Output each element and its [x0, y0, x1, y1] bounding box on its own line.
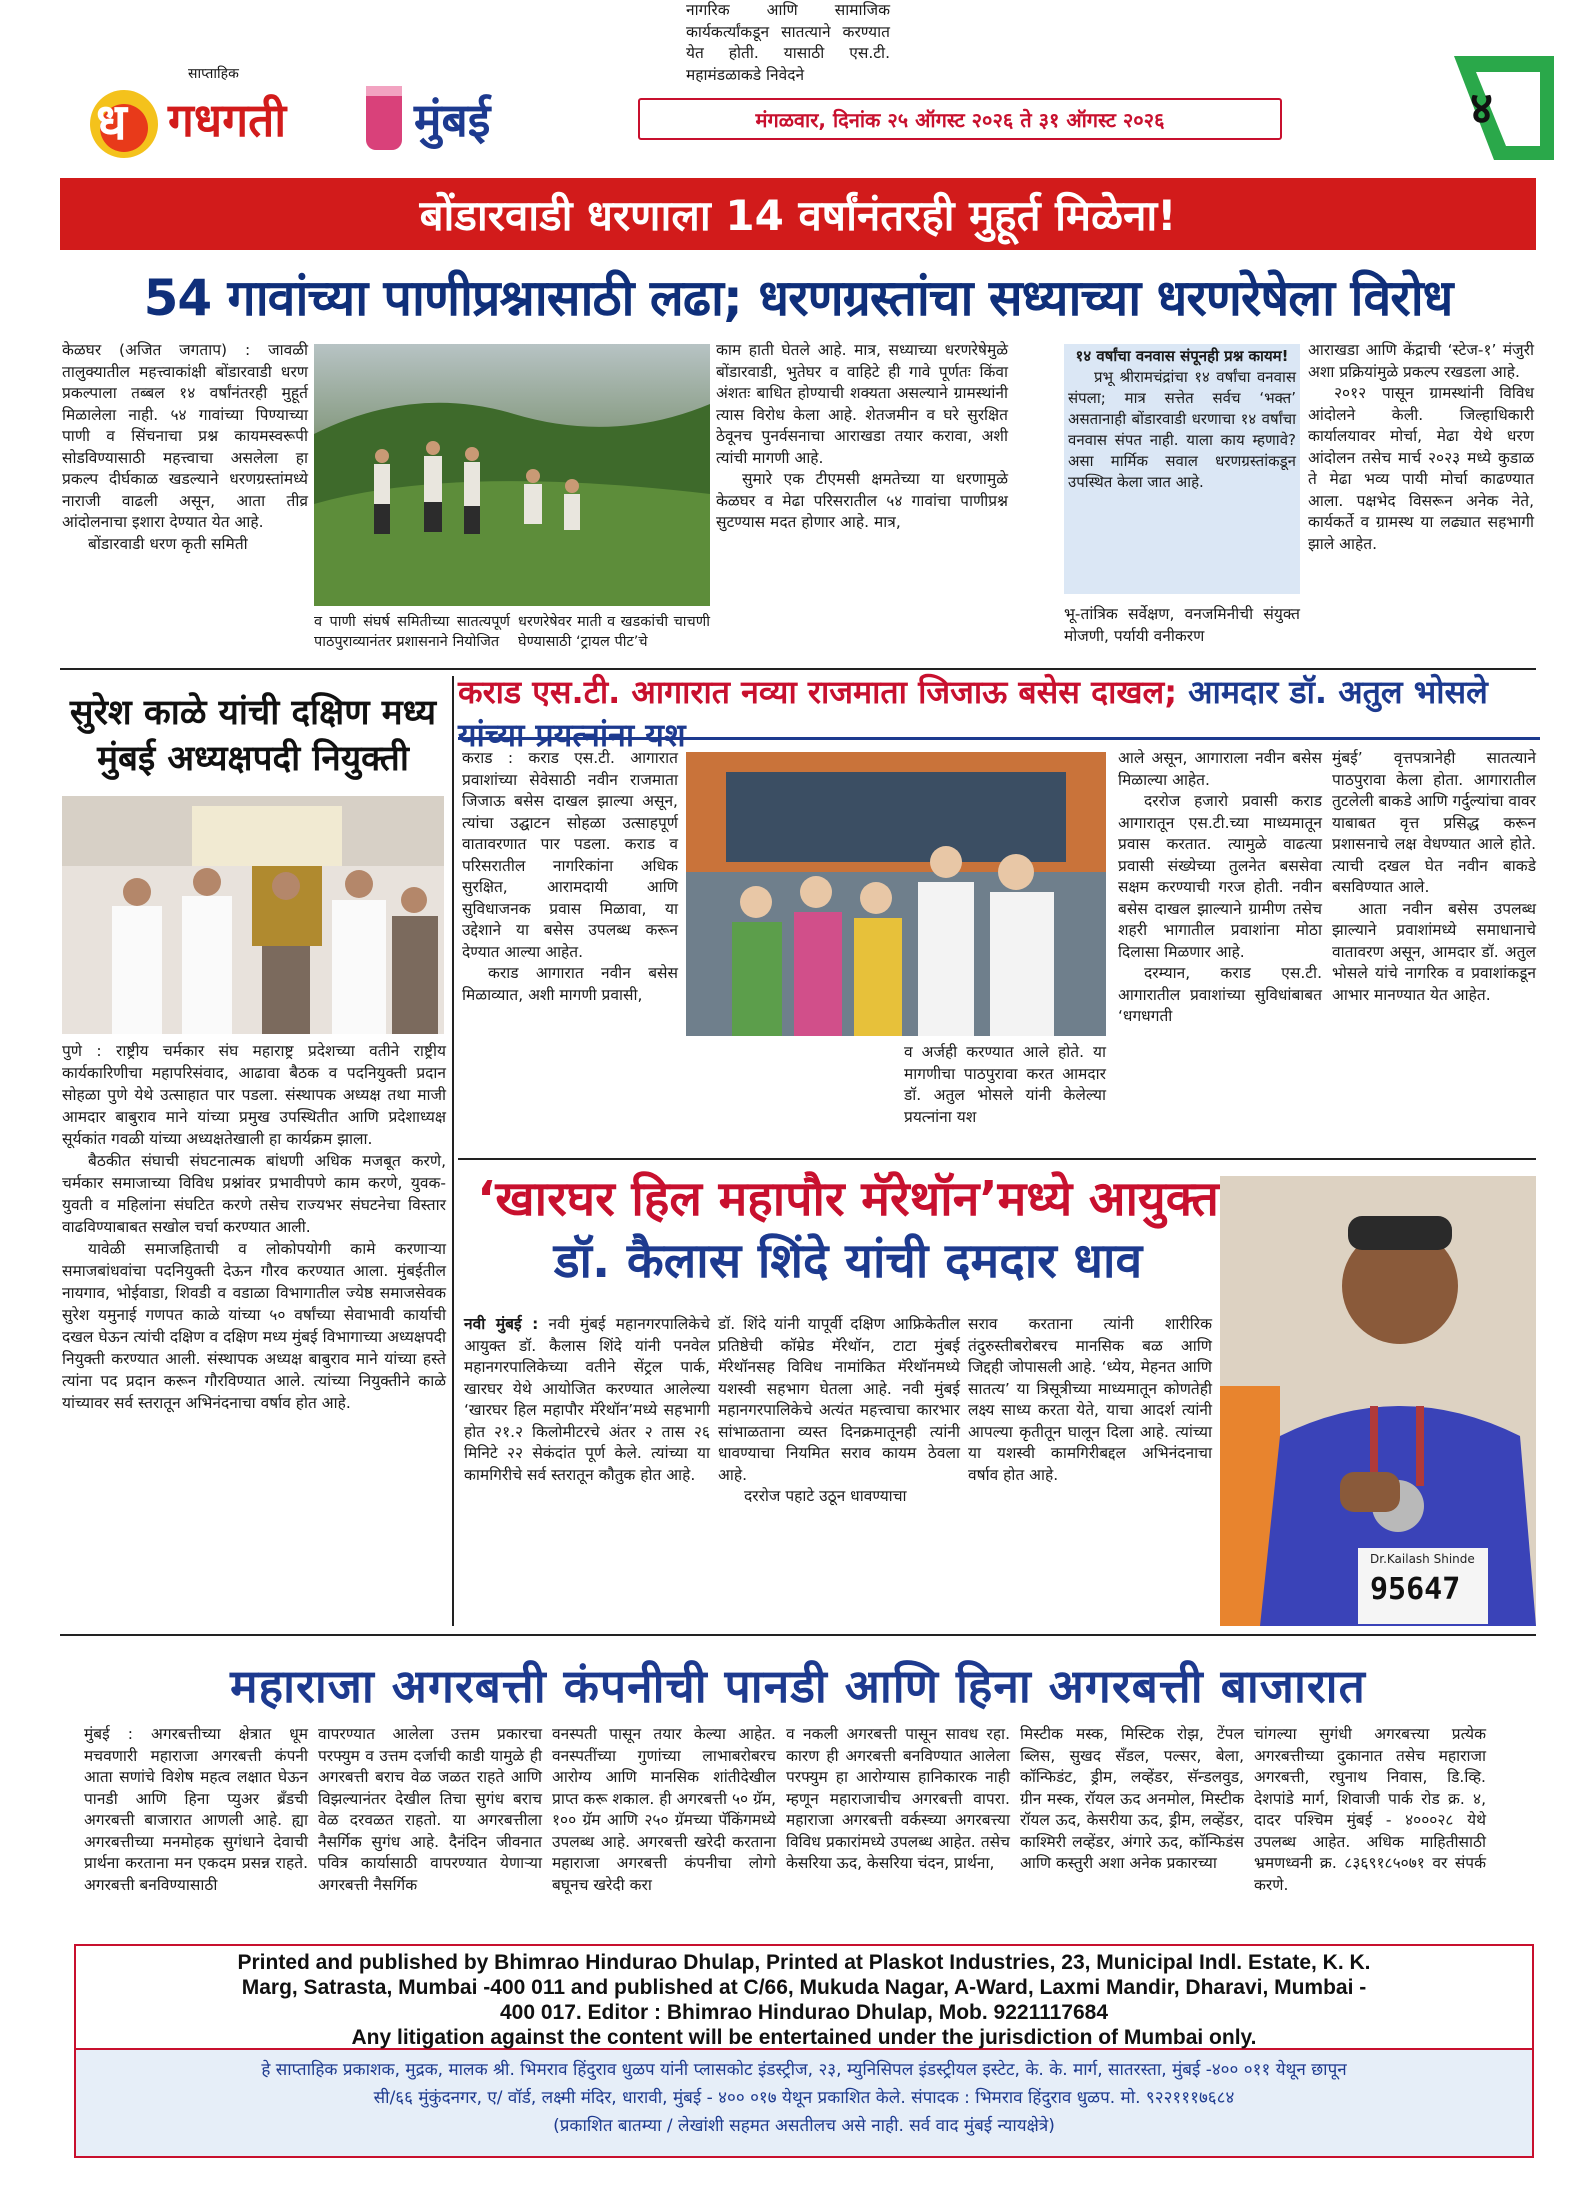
agarbatti-column-6: चांगल्या सुगंधी अगरबत्त्या प्रत्येक अगरबत्तीच्या दुकानात तसेच महाराजा अगरबत्ती, रघुनाथ निवास, डि.व्हि. देशपांडे मार्ग, शिवाजी पार्क रोड क्र. ४, दादर पश्चिम मुंबई - ४०००२८ येथे उपलब्ध आहेत. अधिक माहितीसाठी भ्रमणध्वनी क्र. ८३६९१८५०७१ वर संपर्क करणे. — [1254, 1725, 1486, 1894]
imprint-marathi-line3: (प्रकाशित बातम्या / लेखांशी सहमत असतीलच असे नाही. सर्व वाद मुंबई न्यायक्षेत्रे) — [553, 2116, 1055, 2136]
imprint-english-line4: Any litigation against the content will be entertained under the jurisdiction of Mumbai only. — [351, 2026, 1257, 2049]
agarbatti-column-2: वापरण्यात आलेला उत्तम प्रकारचा परफ्युम व उत्तम दर्जाची काडी यामुळे ही अगरबत्ती बराच वेळ जळत राहते आणि विझल्यानंतर देखील तिचा सुगंध बराच वेळ दरवळत राहतो. या अगरबत्तीला नैसर्गिक सुगंध आहे. दैनंदिन जीवनात पवित्र कार्यासाठी वापरण्यात येणाऱ्या अगरबत्ती नैसर्गिक — [318, 1725, 542, 1894]
karad-col3-p2: दररोज हजारो प्रवासी कराड आगारातून एस.टी.च्या माध्यमातून प्रवास करतात. त्यामुळे वाढत्या प्रवासी संख्येच्या तुलनेत बससेवा सक्षम करण्याची गरज होती. नवीन बसेस दाखल झाल्याने ग्रामीण तसेच शहरी भागातील प्रवाशांना मोठा दिलासा मिळणार आहे. — [1118, 792, 1322, 961]
lead-kicker-text: बोंडारवाडी धरणाला 14 वर्षांनंतरही मुहूर्त मिळेना! — [419, 190, 1177, 240]
lead-kicker — [60, 178, 1536, 250]
dam-photo-caption-a: व पाणी संघर्ष समितीच्या सातत्यपूर्ण पाठपुराव्यानंतर प्रशासनाने नियोजित — [314, 614, 510, 650]
karad-divider — [458, 1158, 1536, 1160]
karad-bus-photo-image — [686, 752, 1106, 1036]
karad-column-1 — [462, 748, 678, 1006]
kharghar-column-3: सराव करताना त्यांनी शारीरिक तंदुरुस्तीबरोबरच मानसिक बळ आणि जिद्दही जोपासली आहे. ‘ध्येय, मेहनत आणि सातत्य’ या त्रिसूत्रीच्या माध्यमातून कोणतेही लक्ष्य साध्य करता येते, याचा आदर्श त्यांनी आपल्या कृतीतून घालून दिला आहे. त्यांच्या या यशस्वी कामगिरीबद्दल अभिनंदनाचा वर्षाव होत आहे. — [968, 1315, 1212, 1484]
kharghar-col2-p1: डॉ. शिंदे यांनी यापूर्वी दक्षिण आफ्रिकेतील प्रतिष्ठेची कॉम्रेड मॅरेथॉन, टाटा मुंबई मॅरेथॉनसह विविध नामांकित मॅरेथॉनमध्ये यशस्वी सहभाग घेतला आहे. नवी मुंबई महानगरपालिकेचे अत्यंत महत्त्वाचा कारभार सांभाळताना व्यस्त दिनक्रमातूनही त्यांनी धावण्याचा नियमित सराव कायम ठेवला आहे. — [718, 1315, 960, 1484]
vanvas-box-content — [1068, 346, 1296, 493]
kale-headline — [60, 690, 446, 782]
kale-headline-line2: मुंबई अध्यक्षपदी नियुक्ती — [97, 739, 409, 779]
kale-headline-line1: सुरेश काळे यांची दक्षिण मध्य — [69, 693, 437, 733]
logo-letter: ध — [96, 93, 127, 151]
agarbatti-divider — [60, 1634, 1536, 1636]
imprint-marathi-line2: सी/६६ मुंकुंदनगर, ए/ वॉर्ड, लक्ष्मी मंदिर, धारावी, मुंबई - ४०० ०१७ येथून प्रकाशित केले. संपादक : भिमराव हिंदुराव धुळप. मो. ९२२१११७६८४ — [373, 2088, 1235, 2108]
imprint-english-line3: 400 017. Editor : Bhimrao Hindurao Dhulap, Mob. 9221117684 — [499, 2001, 1109, 2024]
kale-p3: यावेळी समाजहिताची व लोकोपयोगी कामे करणाऱ्या समाजबांधवांचा पदनियुक्ती देऊन गौरव करण्यात आला. मुंबईतील नायगाव, भोईवाडा, शिवडी व वडाळा विभागातील ज्येष्ठ समाजसेवक सुरेश यमुनाई गणपत काळे यांच्या ५० वर्षांच्या सेवाभावी कार्याची दखल घेऊन त्यांची दक्षिण व दक्षिण मध्य मुंबई विभागाच्या अध्यक्षपदी नियुक्ती करण्यात आली. संस्थापक अध्यक्ष बाबुराव माने यांच्या हस्ते त्यांना पद प्रदान करून गौरविण्यात आले. त्यांच्या नियुक्तीने काळे यांच्यावर सर्व स्तरातून अभिनंदनाचा वर्षाव होत आहे. — [62, 1240, 446, 1412]
agarbatti-column-5: मिस्टीक मस्क, मिस्टिक रोझ, टेंपल ब्लिस, सुखद सँडल, पल्सर, बेला, कॉन्फिडंट, ड्रीम, लव्हेंडर, सॅन्डलवुड, ग्रीन मस्क, रॉयल ऊद अनमोल, मिस्टीक रॉयल ऊद, केसरीया ऊद, ड्रीम, लव्हेंडर, काश्मिरी लव्हेंडर, अंगारे ऊद, कॉन्फिडंस आणि कस्तुरी अशा अनेक प्रकारच्या — [1020, 1725, 1244, 1872]
imprint-marathi — [74, 2050, 1534, 2158]
issue-date-bar — [638, 98, 1282, 140]
imprint-english-line2: Marg, Satrasta, Mumbai -400 011 and published at C/66, Mukuda Nagar, A-Ward, Laxmi Mandir, Dharavi, Mumbai - — [241, 1976, 1367, 1999]
agarbatti-column-3: वनस्पती पासून तयार केल्या आहेत. वनस्पतींच्या गुणांच्या लाभाबरोबरच आरोग्य आणि मानसिक शांतीदेखील प्राप्त करू शकाल. ही अगरबत्ती ५० ग्रॅम, १०० ग्रॅम आणि २५० ग्रॅमच्या पॅकिंगमध्ये उपलब्ध आहे. अगरबत्ती खरेदी करताना महाराजा अगरबत्ती कंपनीचा लोगो बघूनच खरेदी करा — [552, 1725, 776, 1894]
logo-word-dhagdhagati: गधगती — [168, 93, 287, 147]
kale-p2: बैठकीत संघाची संघटनात्मक बांधणी अधिक मजबूत करणे, चर्मकार समाजाच्या विविध प्रश्नांवर प्रभावीपणे काम करणे, युवक-युवती व महिलांना संघटित करणे तसेच राज्यभर संघटनेचा विस्तार वाढविण्याबाबत सखोल चर्चा करण्यात आली. — [62, 1152, 446, 1236]
logo-word-mumbai: मुंबई — [414, 93, 491, 147]
lead-col5-p1: आराखडा आणि केंद्राची ‘स्टेज-१’ मंजुरी अशा प्रक्रियांमुळे प्रकल्प रखडला आहे. — [1308, 341, 1534, 381]
kharghar-column-2 — [718, 1314, 960, 1508]
dam-photo-caption-b: धरणरेषेवर माती व खडकांची चाचणी घेण्यासाठी ‘ट्रायल पीट’चे — [518, 614, 710, 650]
imprint-marathi-line1: हे साप्ताहिक प्रकाशक, मुद्रक, मालक श्री. भिमराव हिंदुराव धुळप यांनी प्लासकोट इंडस्ट्रीज, २३, म्युनिसिपल इंडस्ट्रीयल इस्टेट, के. के. मार्ग, सातरस्ता, मुंबई -४०० ०११ येथून छापून — [261, 2060, 1347, 2080]
lead-column-5 — [1308, 340, 1534, 555]
vanvas-box-text: प्रभू श्रीरामचंद्रांचा १४ वर्षांचा वनवास संपला; मात्र सत्तेत सर्वच ‘भक्त’ असतानाही बोंडारवाडी धरणाचा १४ वर्षांचा वनवास संपत नाही. याला काय म्हणावे? असा मार्मिक सवाल धरणग्रस्तांकडून उपस्थित केला जात आहे. — [1068, 368, 1296, 491]
page-number-tab — [1436, 56, 1554, 160]
vanvas-box-title: १४ वर्षांचा वनवास संपूनही प्रश्न कायम! — [1075, 347, 1289, 365]
lead-col1-p2: बोंडारवाडी धरण कृती समिती — [88, 534, 248, 553]
fist-icon — [354, 78, 414, 158]
lead-col3-p2: सुमारे एक टीएमसी क्षमतेच्या या धरणामुळे केळघर व मेढा परिसरातील ५४ गावांचा पाणीप्रश्न सुटण्यास मदत होणार आहे. मात्र, — [716, 470, 1008, 531]
dam-site-photo-image — [314, 344, 710, 606]
agarbatti-headline-text: महाराजा अगरबत्ती कंपनीची पानडी आणि हिना अगरबत्ती बाजारात — [230, 1659, 1366, 1713]
lead-col5-p2: २०१२ पासून ग्रामस्थांनी विविध आंदोलने केली. जिल्हाधिकारी कार्यालयावर मोर्चा, मेढा येथे धरण आंदोलन तसेच मार्च २०२३ मध्ये कुडाळ ते मेढा भव्य पायी मोर्चा काढण्यात आला. पक्षभेद विसरून अनेक नेते, कार्यकर्ते व ग्रामस्थ या लढ्यात सहभागी झाले आहेत. — [1308, 384, 1534, 553]
runner-photo — [1220, 1176, 1536, 1626]
page-number: ४ — [1470, 83, 1493, 134]
kharghar-column-1 — [464, 1314, 710, 1486]
karad-col3-p3: दरम्यान, कराड एस.टी. आगारातील प्रवाशांच्या सुविधांबाबत ‘धगधगती — [1118, 964, 1322, 1025]
karad-bus-photo — [686, 752, 1106, 1036]
karad-column-3 — [1118, 748, 1322, 1028]
kharghar-headline-line1: ‘खारघर हिल महापौर मॅरेथॉन’मध्ये आयुक्त — [477, 1171, 1219, 1227]
lead-col1-p1: केळघर (अजित जगताप) : जावळी तालुक्यातील महत्त्वाकांक्षी बोंडारवाडी धरण प्रकल्पाला तब्बल १४ वर्षांनंतरही मुहूर्त मिळालेला नाही. ५४ गावांच्या पिण्याच्या पाणी व सिंचनाचा प्रश्न कायमस्वरूपी सोडविण्यासाठी महत्त्वाचा असलेला हा प्रकल्प दीर्घकाळ खडल्याने धरणग्रस्तांमध्ये नाराजी वाढली असून, आता तीव्र आंदोलनाचा इशारा देण्यात येत आहे. — [62, 341, 308, 531]
agarbatti-column-1: मुंबई : अगरबत्तीच्या क्षेत्रात धूम मचवणारी महाराजा अगरबत्ती कंपनी आता सणांचे विशेष महत्व लक्षात घेऊन पानडी आणि हिना प्युअर ब्रँडची अगरबत्ती बाजारात आणली आहे. ह्या अगरबत्तीच्या मनमोहक सुगंधाने देवाची प्रार्थना करताना मन एकदम प्रसन्न राहते. अगरबत्ती बनविण्यासाठी — [84, 1725, 308, 1894]
karad-under-photo-a: नागरिक आणि सामाजिक कार्यकर्त्यांकडून सातत्याने करण्यात येत होती. यासाठी एस.टी. महामंडळाकडे निवेदने — [686, 1, 890, 84]
kharghar-headline-line2: डॉ. कैलास शिंदे यांची दमदार धाव — [553, 1233, 1143, 1289]
kharghar-col1-text: नवी मुंबई महानगरपालिकेचे आयुक्त डॉ. कैलास शिंदे यांनी पनवेल महानगरपालिकेच्या वतीने सेंट्रल पार्क, खारघर येथे आयोजित करण्यात आलेल्या ‘खारघर हिल महापौर मॅरेथॉन’मध्ये सहभागी होत २१.२ किलोमीटरचे अंतर २ तास २६ मिनिटे २२ सेकंदांत पूर्ण केले. त्यांच्या या कामगिरीचे सर्व स्तरातून कौतुक होत आहे. — [464, 1315, 710, 1484]
kharghar-dateline: नवी मुंबई : — [464, 1315, 539, 1333]
lead-col3-p1: काम हाती घेतले आहे. मात्र, सध्याच्या धरणरेषेमुळे बोंडारवाडी, भुतेघर व वाहिटे ही गावे पूर्णतः किंवा अंशतः बाधित होण्याची शक्यता असल्याने ग्रामस्थांनी त्यास विरोध केला आहे. शेतजमीन व घरे सुरक्षित ठेवूनच पुनर्वसनाचा आराखडा तयार करावा, अशी त्यांची मागणी आहे. — [716, 341, 1008, 467]
kharghar-headline — [458, 1168, 1238, 1292]
lead-column-3 — [716, 340, 1008, 534]
lead-headline-text: 54 गावांच्या पाणीप्रश्नासाठी लढा; धरणग्रस्तांचा सध्याच्या धरणरेषेला विरोध — [143, 269, 1453, 327]
imprint-english — [74, 1944, 1534, 2050]
karad-col4-p1: मुंबई’ वृत्तपत्रानेही सातत्याने पाठपुरावा केला होता. आगारातील तुटलेली बाकडे आणि गर्दुल्यांचा वावर याबाबत वृत्त प्रसिद्ध करून प्रशासनाचे लक्ष वेधण्यात आले होते. त्याची दखल घेत नवीन बाकडे बसविण्यात आले. — [1332, 749, 1537, 896]
kharghar-col2-p2: दररोज पहाटे उठून धावण्याचा — [744, 1487, 907, 1505]
agarbatti-column-4: व नकली अगरबत्ती पासून सावध रहा. कारण ही अगरबत्ती बनविण्यात आलेला परफ्युम हा आरोग्यास हानिकारक नाही म्हणून महाराजाचीच अगरबत्ती वापरा. महाराजा अगरबत्ती वर्कस्च्या अगरबत्त्या विविध प्रकारांमध्ये उपलब्ध आहेत. तसेच केसरिया ऊद, केसरिया चंदन, प्रार्थना, — [786, 1725, 1010, 1872]
karad-headline-red: कराड एस.टी. आगारात नव्या राजमाता जिजाऊ बसेस दाखल; — [458, 672, 1178, 711]
lead-column-1 — [62, 340, 308, 555]
agarbatti-headline — [60, 1650, 1536, 1720]
imprint-english-line1: Printed and published by Bhimrao Hindurao Dhulap, Printed at Plaskot Industries, 23, Municipal Indl. Estate, K. K. — [237, 1951, 1371, 1974]
karad-col4-p2: आता नवीन बसेस उपलब्ध झाल्याने प्रवाशांमध्ये समाधानाचे वातावरण असून, आमदार डॉ. अतुल भोसले यांचे नागरिक व प्रवाशांकडून आभार मानण्यात येत आहेत. — [1332, 899, 1536, 1004]
kale-body — [62, 1040, 446, 1414]
weekly-label: साप्ताहिक — [188, 66, 239, 82]
lead-headline — [60, 256, 1536, 336]
dam-site-photo — [314, 344, 710, 606]
karad-col1-p1: कराड : कराड एस.टी. आगारात प्रवाशांच्या सेवेसाठी नवीन राजमाता जिजाऊ बसेस दाखल झाल्या असून, त्यांचा उद्घाटन सोहळा उत्साहपूर्ण वातावरणात पार पडला. कराड व परिसरातील नागरिकांना अधिक सुरक्षित, आरामदायी आणि सुविधाजनक प्रवास मिळावा, या उद्देशाने या बसेस उपलब्ध करून देण्यात आल्या आहेत. — [462, 749, 678, 961]
issue-date: मंगळवार, दिनांक २५ ऑगस्ट २०२६ ते ३१ ऑगस्ट २०२६ — [755, 107, 1165, 132]
lead-column-4-tail: भू-तांत्रिक सर्वेक्षण, वनजमिनीची संयुक्त मोजणी, पर्यायी वनीकरण — [1064, 605, 1300, 645]
karad-under-photo-b: व अर्जही करण्यात आले होते. या मागणीचा पाठपुरावा करत आमदार डॉ. अतुल भोसले यांनी केलेल्या प्रयत्नांना यश — [904, 1043, 1106, 1126]
page-tab-shape-icon — [1436, 56, 1554, 160]
kale-p1: पुणे : राष्ट्रीय चर्मकार संघ महाराष्ट्र प्रदेशच्या वतीने राष्ट्रीय कार्यकारिणीचा महापरिसंवाद, आढावा बैठक व पदनियुक्ती प्रदान सोहळा पुणे येथे उत्साहात पार पडला. संस्थापक अध्यक्ष तथा माजी आमदार बाबुराव माने यांच्या प्रमुख उपस्थितीत आणि प्रदेशाध्यक्ष सूर्यकांत गवळी यांच्या अध्यक्षतेखाली हा कार्यक्रम झाला. — [62, 1042, 446, 1148]
runner-bib-number: 95647 — [1370, 1572, 1461, 1607]
runner-bib-name: Dr.Kailash Shinde — [1370, 1552, 1475, 1566]
karad-headline — [458, 672, 1540, 754]
karad-headline-blue: आमदार डॉ. अतुल भोसले यांच्या प्रयत्नांना यश — [458, 672, 1488, 754]
karad-column-4 — [1332, 748, 1536, 1006]
kale-felicitation-photo — [62, 796, 444, 1034]
vertical-divider — [452, 676, 454, 1626]
masthead-logo — [84, 64, 554, 164]
karad-col3-p1: आले असून, आगाराला नवीन बसेस मिळाल्या आहेत. — [1118, 749, 1322, 789]
kale-felicitation-photo-image — [62, 796, 444, 1034]
karad-col1-p2: कराड आगारात नवीन बसेस मिळाव्यात, अशी मागणी प्रवासी, — [462, 964, 678, 1004]
